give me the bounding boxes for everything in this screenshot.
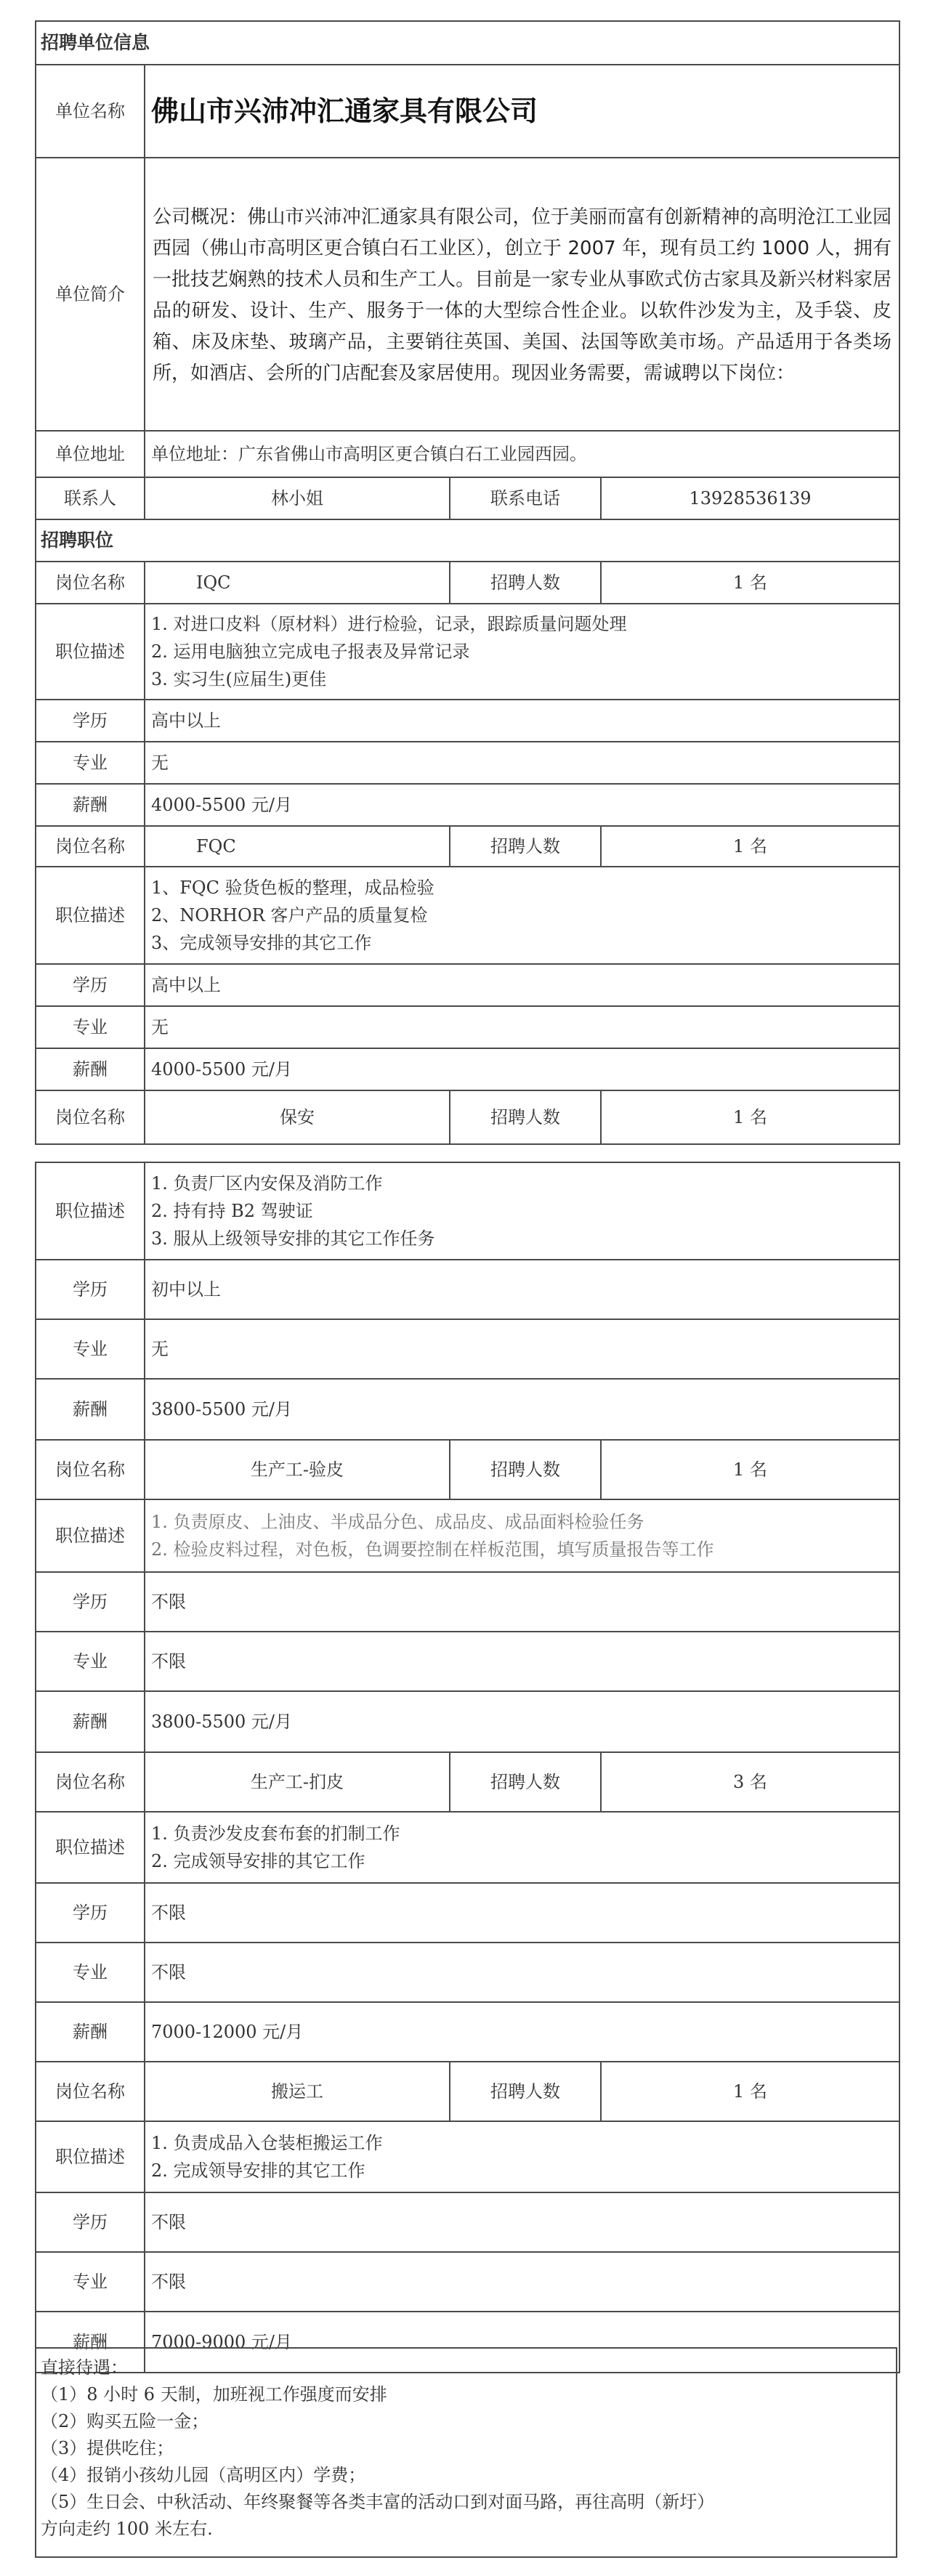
recruit-table-2: [35, 1162, 900, 2373]
major-value: 不限: [145, 1943, 899, 2002]
salary-value: 3800-5500 元/月: [145, 1691, 899, 1752]
position-header-fqc: [36, 826, 899, 867]
desc-line: 1、FQC 验货色板的整理，成品检验: [151, 878, 434, 898]
section-title-positions: 招聘职位: [36, 519, 899, 562]
edu-label: 学历: [36, 2192, 145, 2252]
benefit-item: （4）报销小孩幼儿园（高明区内）学费；: [41, 2465, 366, 2485]
post-name-label: 岗位名称: [36, 826, 145, 867]
edu-value: 不限: [145, 1572, 899, 1632]
desc-line: 2、NORHOR 客户产品的质量复检: [151, 905, 428, 926]
post-description: [145, 1812, 899, 1883]
post-name-label: 岗位名称: [36, 2062, 145, 2121]
major-value: 无: [145, 742, 899, 784]
headcount-label: 招聘人数: [450, 826, 601, 867]
edu-label: 学历: [36, 700, 145, 742]
edu-label: 学历: [36, 964, 145, 1006]
major-label: 专业: [36, 1943, 145, 2002]
major-value: 不限: [145, 1632, 899, 1691]
post-name: 生产工-验皮: [145, 1440, 450, 1499]
salary-label: 薪酬: [36, 1048, 145, 1090]
phone-number: 13928536139: [601, 477, 899, 519]
section-title-unit: 招聘单位信息: [36, 21, 899, 65]
position-header-guard: [36, 1090, 899, 1144]
desc-label: 职位描述: [36, 2121, 145, 2192]
desc-line: 2. 运用电脑独立完成电子报表及异常记录: [151, 641, 470, 662]
salary-label: 薪酬: [36, 1379, 145, 1440]
major-label: 专业: [36, 1632, 145, 1691]
headcount: 1 名: [601, 562, 899, 604]
post-name-label: 岗位名称: [36, 562, 145, 604]
salary-label: 薪酬: [36, 784, 145, 826]
edu-value: 高中以上: [145, 964, 899, 1006]
headcount: 1 名: [601, 1440, 899, 1499]
edu-value: 不限: [145, 1883, 899, 1943]
salary-label: 薪酬: [36, 2002, 145, 2062]
benefits-title: 直接待遇：: [41, 2357, 128, 2378]
desc-line: 3. 服从上级领导安排的其它工作任务: [151, 1228, 435, 1249]
major-value: 不限: [145, 2252, 899, 2312]
desc-label: 职位描述: [36, 604, 145, 700]
desc-line: 3、完成领导安排的其它工作: [151, 933, 372, 953]
headcount-label: 招聘人数: [450, 2062, 601, 2121]
desc-line: 1. 对进口皮料（原材料）进行检验，记录，跟踪质量问题处理: [151, 614, 627, 634]
recruit-table-1: [35, 20, 900, 1145]
post-name: IQC: [145, 562, 450, 604]
post-description: [145, 867, 899, 964]
post-description: [145, 1162, 899, 1260]
headcount: 1 名: [601, 1090, 899, 1144]
headcount-label: 招聘人数: [450, 1440, 601, 1499]
benefit-item: （5）生日会、中秋活动、年终聚餐等各类丰富的活动口到对面马路，再往高明（新圩）: [41, 2492, 715, 2512]
headcount-label: 招聘人数: [450, 562, 601, 604]
major-label: 专业: [36, 1006, 145, 1048]
post-description: [145, 1499, 899, 1572]
major-label: 专业: [36, 2252, 145, 2312]
post-name: 搬运工: [145, 2062, 450, 2121]
post-name: 保安: [145, 1090, 450, 1144]
edu-label: 学历: [36, 1260, 145, 1319]
address-text: 单位地址：广东省佛山市高明区更合镇白石工业园西园。: [145, 431, 899, 477]
position-header-leather-inspect: [36, 1440, 899, 1499]
post-name: FQC: [145, 826, 450, 867]
salary-label: 薪酬: [36, 1691, 145, 1752]
post-name-label: 岗位名称: [36, 1440, 145, 1499]
major-label: 专业: [36, 1319, 145, 1379]
contact-name: 林小姐: [145, 477, 450, 519]
headcount: 3 名: [601, 1752, 899, 1812]
desc-line: 1. 负责厂区内安保及消防工作: [151, 1173, 383, 1194]
salary-value: 7000-12000 元/月: [145, 2002, 899, 2062]
major-label: 专业: [36, 742, 145, 784]
post-description: [145, 2121, 899, 2192]
position-header-iqc: [36, 562, 899, 604]
edu-value: 高中以上: [145, 700, 899, 742]
edu-value: 初中以上: [145, 1260, 899, 1319]
benefit-item: （1）8 小时 6 天制，加班视工作强度而安排: [41, 2384, 387, 2405]
desc-label: 职位描述: [36, 867, 145, 964]
desc-label: 职位描述: [36, 1812, 145, 1883]
address-label: 单位地址: [36, 431, 145, 477]
salary-value: 4000-5500 元/月: [145, 1048, 899, 1090]
post-name-label: 岗位名称: [36, 1090, 145, 1144]
headcount-label: 招聘人数: [450, 1090, 601, 1144]
edu-value: 不限: [145, 2192, 899, 2252]
headcount: 1 名: [601, 2062, 899, 2121]
edu-label: 学历: [36, 1883, 145, 1943]
benefit-item: （2）购买五险一金；: [41, 2411, 209, 2431]
desc-line: 2. 完成领导安排的其它工作: [151, 2160, 365, 2181]
company-intro: 公司概况：佛山市兴沛冲汇通家具有限公司，位于美丽而富有创新精神的高明沧江工业园西园（佛山市高明区更合镇白石工业区），创立于 2007 年，现有员工约 1000 人，拥有一批技艺娴熟的技术人员和生产工人。目前是一家专业从事欧式仿古家具及新兴材料家居品的研发、设计、生产、服务于一体的大型综合性企业。以软件沙发为主，及手袋、皮箱、床及床垫、玻璃产品，主要销往英国、美国、法国等欧美市场。产品适用于各类场所，如酒店、会所的门店配套及家居使用。现因业务需要，需诚聘以下岗位：: [145, 158, 899, 431]
major-value: 无: [145, 1006, 899, 1048]
desc-line: 1. 负责沙发皮套布套的扪制工作: [151, 1823, 400, 1844]
post-name: 生产工-扪皮: [145, 1752, 450, 1812]
edu-label: 学历: [36, 1572, 145, 1632]
intro-label: 单位简介: [36, 158, 145, 431]
headcount-label: 招聘人数: [450, 1752, 601, 1812]
desc-label: 职位描述: [36, 1162, 145, 1260]
benefit-item: （3）提供吃住；: [41, 2438, 174, 2458]
desc-line: 2. 完成领导安排的其它工作: [151, 1851, 365, 1871]
company-name-label: 单位名称: [36, 65, 145, 158]
contact-label: 联系人: [36, 477, 145, 519]
post-description: [145, 604, 899, 700]
position-header-porter: [36, 2062, 899, 2121]
position-header-leather-wrap: [36, 1752, 899, 1812]
salary-value: 7000-9000 元/月: [145, 2312, 899, 2373]
post-name-label: 岗位名称: [36, 1752, 145, 1812]
desc-line: 1. 负责原皮、上油皮、半成品分色、成品皮、成品面料检验任务: [151, 1512, 644, 1532]
benefits-box: [35, 2347, 897, 2558]
headcount: 1 名: [601, 826, 899, 867]
salary-label: 薪酬: [36, 2312, 145, 2373]
desc-line: 2. 检验皮料过程，对色板，色调要控制在样板范围，填写质量报告等工作: [151, 1539, 714, 1560]
major-value: 无: [145, 1319, 899, 1379]
phone-label: 联系电话: [450, 477, 601, 519]
salary-value: 4000-5500 元/月: [145, 784, 899, 826]
desc-label: 职位描述: [36, 1499, 145, 1572]
desc-line: 1. 负责成品入仓装柜搬运工作: [151, 2133, 383, 2153]
company-name: 佛山市兴沛冲汇通家具有限公司: [145, 65, 899, 158]
desc-line: 2. 持有持 B2 驾驶证: [151, 1201, 313, 1221]
benefit-item: 方向走约 100 米左右.: [41, 2519, 213, 2539]
desc-line: 3. 实习生(应届生)更佳: [151, 669, 327, 689]
salary-value: 3800-5500 元/月: [145, 1379, 899, 1440]
